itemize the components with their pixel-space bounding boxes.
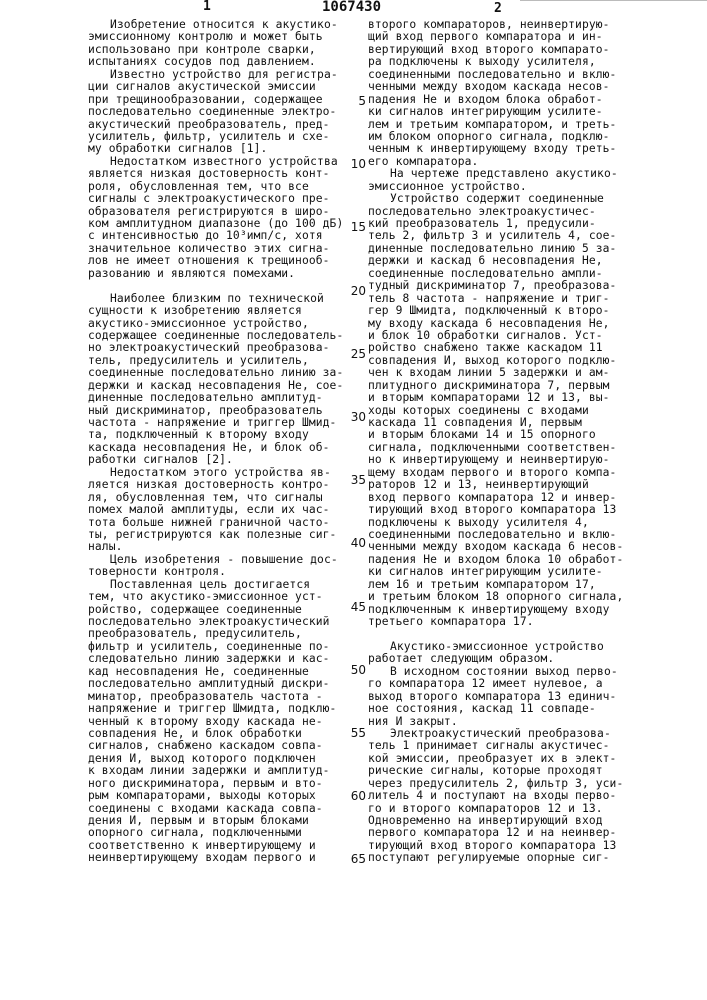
- text-line: последовательно электроакустический: [88, 616, 344, 628]
- text-line: испытаниях сосудов под давлением.: [88, 56, 344, 68]
- text-line: третьего компаратора 17.: [368, 616, 658, 628]
- text-line: держки и каскад 6 несовпадения Не,: [368, 255, 658, 267]
- text-line: тель 2, фильтр 3 и усилитель 4, сое-: [368, 230, 658, 242]
- text-line: эмиссионному контролю и может быть: [88, 31, 344, 43]
- line-number: 25: [346, 348, 366, 361]
- text-line: Электроакустический преобразова-: [368, 728, 658, 740]
- text-line: при трещинообразовании, содержащее: [88, 94, 344, 106]
- text-line: каскада 11 совпадения И, первым: [368, 417, 658, 429]
- text-line: акустический преобразователь, пред-: [88, 119, 344, 131]
- line-number: 45: [346, 601, 366, 614]
- line-number: 65: [346, 853, 366, 866]
- text-line: является низкая достоверность конт-: [88, 168, 344, 180]
- line-number: 30: [346, 411, 366, 424]
- text-line: частота - напряжение и триггер Шмид-: [88, 417, 344, 429]
- text-line: Недостатком известного устройства: [88, 156, 344, 168]
- text-line: та, подключенный к второму входу: [88, 429, 344, 441]
- text-line: разованию и являются помехами.: [88, 268, 344, 280]
- text-line: ции сигналов акустической эмиссии: [88, 81, 344, 93]
- text-line: и вторым компараторами 12 и 13, вы-: [368, 392, 658, 404]
- text-line: через предусилитель 2, фильтр 3, уси-: [368, 778, 658, 790]
- text-line: На чертеже представлено акустико-: [368, 168, 658, 180]
- text-line: го компаратора 12 имеет нулевое, а: [368, 678, 658, 690]
- text-line: выход второго компаратора 13 единич-: [368, 691, 658, 703]
- text-line: кад несовпадения Не, соединенные: [88, 666, 344, 678]
- text-line: фильтр и усилитель, соединенные по-: [88, 641, 344, 653]
- text-line: дения И, первым и вторым блоками: [88, 815, 344, 827]
- text-line: дения И, выход которого подключен: [88, 753, 344, 765]
- paragraph: [368, 168, 658, 193]
- text-line: ния И закрыт.: [368, 716, 658, 728]
- text-line: держки и каскад несовпадения Не, сое-: [88, 380, 344, 392]
- text-line: и третьим блоком 18 опорного сигнала,: [368, 591, 658, 603]
- text-line: им блоком опорного сигнала, подклю-: [368, 131, 658, 143]
- text-line: му обработки сигналов [1].: [88, 143, 344, 155]
- page-number-left: 1: [203, 0, 211, 14]
- text-line: ки сигналов интегрирующим усилите-: [368, 566, 658, 578]
- text-line: сущности к изобретению является: [88, 305, 344, 317]
- text-line: к входам линии задержки и амплитуд-: [88, 765, 344, 777]
- text-line: второго компараторов, неинвертирую-: [368, 19, 658, 31]
- text-line: напряжение и триггер Шмидта, подклю-: [88, 703, 344, 715]
- text-line: ченный к второму входу каскада не-: [88, 716, 344, 728]
- right-column: [368, 19, 658, 865]
- text-line: акустико-эмиссионное устройство,: [88, 318, 344, 330]
- text-line: работки сигналов [2].: [88, 454, 344, 466]
- text-line: совпадения И, выход которого подклю-: [368, 355, 658, 367]
- paragraph: [88, 467, 344, 554]
- text-line: ное состояния, каскад 11 совпаде-: [368, 703, 658, 715]
- paragraph: [88, 69, 344, 156]
- text-line: с интенсивностью до 10³имп/с, хотя: [88, 230, 344, 242]
- paragraph: [368, 193, 658, 628]
- text-line: соответственно к инвертирующему и: [88, 840, 344, 852]
- text-line: Известно устройство для регистра-: [88, 69, 344, 81]
- text-line: первого компаратора 12 и на неинвер-: [368, 827, 658, 839]
- text-line: рические сигналы, которые проходят: [368, 765, 658, 777]
- text-line: тирующий вход второго компаратора 13: [368, 840, 658, 852]
- line-number: 50: [346, 664, 366, 677]
- text-line: соединенными последовательно и вклю-: [368, 69, 658, 81]
- text-line: кий преобразователь 1, предусили-: [368, 218, 658, 230]
- text-line: следовательно линию задержки и кас-: [88, 653, 344, 665]
- text-line: но электроакустический преобразова-: [88, 342, 344, 354]
- line-number: 40: [346, 537, 366, 550]
- text-line: тудный дискриминатор 7, преобразова-: [368, 280, 658, 292]
- paragraph-gap: [368, 628, 658, 640]
- text-line: тель, предусилитель и усилитель,: [88, 355, 344, 367]
- text-line: образователя регистрируются в широ-: [88, 206, 344, 218]
- text-line: соединенные последовательно линию за-: [88, 367, 344, 379]
- text-line: тота больше нижней граничной часто-: [88, 517, 344, 529]
- text-line: ченными между входом каскада несов-: [368, 81, 658, 93]
- text-line: минатор, преобразователь частота -: [88, 691, 344, 703]
- text-line: ки сигналов интегрирующим усилите-: [368, 106, 658, 118]
- text-line: и вторым блоками 14 и 15 опорного: [368, 429, 658, 441]
- text-line: диненные последовательно амплитуд-: [88, 392, 344, 404]
- text-line: Цель изобретения - повышение дос-: [88, 554, 344, 566]
- text-line: помех малой амплитуды, если их час-: [88, 504, 344, 516]
- text-line: тем, что акустико-эмиссионное уст-: [88, 591, 344, 603]
- text-line: щий вход первого компаратора и ин-: [368, 31, 658, 43]
- text-line: ходы которых соединены с входами: [368, 405, 658, 417]
- text-line: налы.: [88, 541, 344, 553]
- text-line: му входу каскада 6 несовпадения Не,: [368, 318, 658, 330]
- line-number: 60: [346, 790, 366, 803]
- text-line: вход первого компаратора 12 и инвер-: [368, 492, 658, 504]
- paragraph: [368, 728, 658, 865]
- text-line: подключенным к инвертирующему входу: [368, 604, 658, 616]
- text-line: работает следующим образом.: [368, 653, 658, 665]
- text-line: последовательно амплитудный дискри-: [88, 678, 344, 690]
- text-line: эмиссионное устройство.: [368, 181, 658, 193]
- line-number: 20: [346, 285, 366, 298]
- text-line: последовательно соединенные электро-: [88, 106, 344, 118]
- text-line: соединенные последовательно ампли-: [368, 268, 658, 280]
- text-line: плитудного дискриминатора 7, первым: [368, 380, 658, 392]
- text-line: каскада несовпадения Не, и блок об-: [88, 442, 344, 454]
- text-line: опорного сигнала, подключенными: [88, 827, 344, 839]
- patent-number: 1067430: [322, 0, 381, 15]
- page-number-right: 2: [494, 2, 502, 16]
- line-number: 55: [346, 727, 366, 740]
- scan-edge-line: [520, 0, 707, 1]
- text-line: го и второго компараторов 12 и 13.: [368, 803, 658, 815]
- text-line: его компаратора.: [368, 156, 658, 168]
- text-line: тель 8 частота - напряжение и триг-: [368, 293, 658, 305]
- text-line: значительное количество этих сигна-: [88, 243, 344, 255]
- text-line: Одновременно на инвертирующий вход: [368, 815, 658, 827]
- text-line: и блок 10 обработки сигналов. Уст-: [368, 330, 658, 342]
- text-line: усилитель, фильтр, усилитель и схе-: [88, 131, 344, 143]
- paragraph: [368, 641, 658, 666]
- text-line: ты, регистрируются как полезные сиг-: [88, 529, 344, 541]
- text-line: Устройство содержит соединенные: [368, 193, 658, 205]
- text-line: Наиболее близким по технической: [88, 293, 344, 305]
- text-line: ра подключены к выходу усилителя,: [368, 56, 658, 68]
- text-line: кой эмиссии, преобразует их в элект-: [368, 753, 658, 765]
- text-line: Недостатком этого устройства яв-: [88, 467, 344, 479]
- text-line: поступают регулируемые опорные сиг-: [368, 852, 658, 864]
- line-number: 15: [346, 221, 366, 234]
- text-line: ченными между входом каскада 6 несов-: [368, 541, 658, 553]
- text-line: ком амплитудном диапазоне (до 100 дБ): [88, 218, 344, 230]
- text-line: ля, обусловленная тем, что сигналы: [88, 492, 344, 504]
- text-line: лов не имеет отношения к трещинооб-: [88, 255, 344, 267]
- line-number: 10: [346, 158, 366, 171]
- text-line: литель 4 и поступают на входы перво-: [368, 790, 658, 802]
- paragraph: [368, 19, 658, 168]
- text-line: ный дискриминатор, преобразователь: [88, 405, 344, 417]
- text-line: раторов 12 и 13, неинвертирующий: [368, 479, 658, 491]
- paragraph-gap: [88, 280, 344, 292]
- text-line: ченным к инвертирующему входу треть-: [368, 143, 658, 155]
- text-line: но к инвертирующему и неинвертирую-: [368, 454, 658, 466]
- paragraph: [368, 666, 658, 728]
- line-number: 5: [346, 95, 366, 108]
- text-line: соединенными последовательно и вклю-: [368, 529, 658, 541]
- text-line: сигналы с электроакустического пре-: [88, 193, 344, 205]
- text-line: Изобретение относится к акустико-: [88, 19, 344, 31]
- text-line: использовано при контроле сварки,: [88, 44, 344, 56]
- paragraph: [88, 156, 344, 280]
- text-line: роля, обусловленная тем, что все: [88, 181, 344, 193]
- text-line: содержащее соединенные последователь-: [88, 330, 344, 342]
- left-column: [88, 19, 344, 865]
- paragraph: [88, 293, 344, 467]
- text-line: щему входам первого и второго компа-: [368, 467, 658, 479]
- text-line: сигналов, снабжено каскадом совпа-: [88, 740, 344, 752]
- paragraph: [88, 19, 344, 69]
- text-line: лем 16 и третьим компаратором 17,: [368, 579, 658, 591]
- text-line: преобразователь, предусилитель,: [88, 628, 344, 640]
- text-line: диненные последовательно линию 5 за-: [368, 243, 658, 255]
- text-line: Акустико-эмиссионное устройство: [368, 641, 658, 653]
- text-line: неинвертирующему входам первого и: [88, 852, 344, 864]
- text-line: гер 9 Шмидта, подключенный к второ-: [368, 305, 658, 317]
- text-line: ройство снабжено также каскадом 11: [368, 342, 658, 354]
- text-line: тирующий вход второго компаратора 13: [368, 504, 658, 516]
- text-line: подключены к выходу усилителя 4,: [368, 517, 658, 529]
- text-line: товерности контроля.: [88, 566, 344, 578]
- text-line: чен к входам линии 5 задержки и ам-: [368, 367, 658, 379]
- text-line: последовательно электроакустичес-: [368, 206, 658, 218]
- text-line: сигнала, подключенными соответствен-: [368, 442, 658, 454]
- paragraph: [88, 579, 344, 865]
- text-line: ного дискриминатора, первым и вто-: [88, 778, 344, 790]
- text-line: рым компараторами, выходы которых: [88, 790, 344, 802]
- text-line: ройство, содержащее соединенные: [88, 604, 344, 616]
- text-line: совпадения Не, и блок обработки: [88, 728, 344, 740]
- text-line: вертирующий вход второго компарато-: [368, 44, 658, 56]
- text-line: Поставленная цель достигается: [88, 579, 344, 591]
- text-line: ляется низкая достоверность контро-: [88, 479, 344, 491]
- text-line: падения Не и входом блока обработ-: [368, 94, 658, 106]
- paragraph: [88, 554, 344, 579]
- text-line: В исходном состоянии выход перво-: [368, 666, 658, 678]
- text-line: падения Не и входом блока 10 обработ-: [368, 554, 658, 566]
- line-number: 35: [346, 474, 366, 487]
- text-line: тель 1 принимает сигналы акустичес-: [368, 740, 658, 752]
- text-line: соединены с входами каскада совпа-: [88, 803, 344, 815]
- text-line: лем и третьим компаратором, и треть-: [368, 119, 658, 131]
